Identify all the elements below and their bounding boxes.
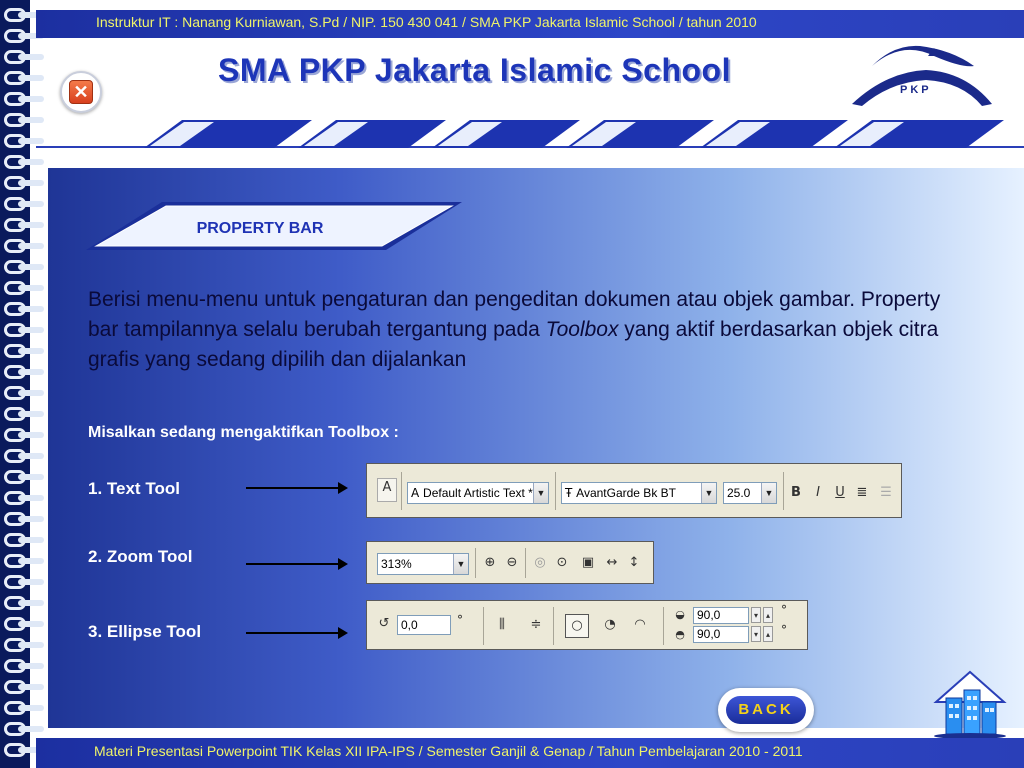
ring-tail [18,684,44,690]
ring-tail [18,516,44,522]
separator [783,472,784,510]
ring-tail [18,243,44,249]
pie-icon[interactable]: ◔ [604,617,616,632]
ring-tail [18,558,44,564]
separator [663,607,664,645]
description-text-1: Berisi menu-menu untuk pengaturan dan pengeditan dokumen atau objek gambar. Property bar tampilannya selalu berubah tergantung pada [88,288,941,341]
binding-ring [4,344,44,358]
ring-tail [18,705,44,711]
separator [555,472,556,510]
binding-ring [4,701,44,715]
arrow-icon [246,632,346,634]
binding-ring [4,302,44,316]
binding-ring [4,617,44,631]
binding-ring [4,407,44,421]
ring-tail [18,369,44,375]
ring-tail [18,432,44,438]
binding-ring [4,260,44,274]
ring-tail [18,537,44,543]
zoom-all-icon[interactable]: ⊙ [556,555,568,570]
ring-tail [18,579,44,585]
text-style-icon: A [411,486,424,500]
rotate-icon: ↺ [378,616,390,631]
building-icon [930,668,1010,740]
spinner-up-icon[interactable]: ▴ [763,626,773,642]
bottom-info-text: Materi Presentasi Powerpoint TIK Kelas XII IPA-IPS / Semester Ganjil & Genap / Tahun Pembelajaran 2010 - 2011 [94,743,803,759]
ring-tail [18,306,44,312]
top-info-bar [36,10,1024,38]
font-type-icon: Ŧ [565,486,577,500]
close-icon: ✕ [69,80,93,104]
chevron-down-icon[interactable]: ▼ [533,483,548,503]
binding-ring [4,428,44,442]
ring-tail [18,201,44,207]
binding-ring [4,197,44,211]
mirror-horizontal-icon[interactable]: ⫼ [499,617,505,632]
ring-tail [18,642,44,648]
ring-tail [18,621,44,627]
page-title: SMA PKP Jakarta Islamic School [218,52,731,88]
font-name-value: AvantGarde Bk BT [576,486,676,500]
zoom-in-icon[interactable]: ⊕ [484,555,496,570]
ring-tail [18,348,44,354]
spiral-binding [0,0,48,768]
chevron-down-icon[interactable]: ▼ [453,554,468,574]
ring-tail [18,726,44,732]
ring-tail [18,75,44,81]
ring-tail [18,285,44,291]
binding-ring [4,512,44,526]
spinner-up-icon[interactable]: ▴ [763,607,773,623]
chevron-down-icon[interactable]: ▼ [701,483,716,503]
zoom-width-icon[interactable]: ↔ [606,555,618,570]
zoom-page-icon[interactable]: ▣ [581,555,595,570]
text-frame-icon[interactable]: A [377,478,397,502]
binding-ring [4,71,44,85]
ring-tail [18,600,44,606]
section-title: PROPERTY BAR [196,220,324,237]
binding-ring [4,281,44,295]
start-angle-icon: ◒ [675,608,685,621]
arrow-icon [246,563,346,565]
bold-icon[interactable]: B [791,485,801,500]
font-size-value: 25.0 [727,486,751,500]
font-size-select[interactable] [723,482,777,504]
ring-tail [18,264,44,270]
zoom-tool-property-bar [366,541,654,584]
school-logo [842,42,1000,112]
binding-ring [4,659,44,673]
close-button[interactable] [60,71,102,113]
description-italic: Toolbox [545,318,619,341]
end-angle-input[interactable] [693,626,749,643]
description-text-2: yang aktif berdasarkan objek citra grafis yang sedang dipilih dan dijalankan [88,318,939,371]
underline-icon[interactable]: U [835,485,845,500]
binding-ring [4,155,44,169]
start-angle-unit: ° [781,603,787,617]
binding-ring [4,449,44,463]
tool-item-text: 1. Text Tool [88,479,180,498]
ellipse-tool-property-bar [366,600,808,650]
example-subtitle: Misalkan sedang mengaktifkan Toolbox : [88,424,399,441]
ring-tail [18,453,44,459]
ring-tail [18,54,44,60]
binding-ring [4,176,44,190]
section-description [88,285,968,375]
mirror-vertical-icon[interactable]: ≑ [530,617,542,632]
ellipse-icon[interactable]: ○ [565,614,589,638]
separator [401,472,402,510]
ring-tail [18,495,44,501]
binding-ring [4,680,44,694]
zoom-height-icon[interactable]: ↕ [628,555,640,570]
font-name-select[interactable] [561,482,717,504]
zoom-level-value: 313% [381,557,412,571]
ring-tail [18,474,44,480]
binding-ring [4,218,44,232]
bottom-info-bar [36,738,1024,768]
binding-ring [4,722,44,736]
text-tool-property-bar [366,463,902,518]
binding-ring [4,50,44,64]
text-style-select[interactable] [407,482,549,504]
ring-tail [18,327,44,333]
spinner-down-icon[interactable]: ▾ [751,607,761,623]
ring-tail [18,411,44,417]
binding-ring [4,554,44,568]
top-info-text: Instruktur IT : Nanang Kurniawan, S.Pd / NIP. 150 430 041 / SMA PKP Jakarta Islamic School / tahun 2010 [96,14,757,30]
separator [553,607,554,645]
binding-ring [4,596,44,610]
rotation-angle-input[interactable] [397,615,451,635]
italic-icon[interactable]: I [816,485,820,500]
binding-ring [4,323,44,337]
ring-tail [18,663,44,669]
bullet-list-icon[interactable]: ☰ [880,485,892,500]
rotation-angle-value: 0,0 [401,618,418,632]
logo-text: PKP [900,84,932,96]
binding-ring [4,365,44,379]
zoom-selected-icon[interactable]: ◎ [534,555,546,570]
end-angle-unit: ° [781,623,787,637]
back-button-label: BACK [726,696,806,724]
text-style-value: Default Artistic Text * [423,486,533,500]
end-angle-icon: ◓ [675,628,685,641]
tool-item-zoom: 2. Zoom Tool [88,547,193,566]
binding-ring [4,92,44,106]
binding-ring [4,386,44,400]
rotation-unit: ° [457,613,463,627]
separator [525,548,526,578]
zoom-out-icon[interactable]: ⊖ [506,555,518,570]
align-icon[interactable]: ≣ [856,485,868,500]
ring-tail [18,222,44,228]
decorative-stripes [36,118,1024,154]
separator [483,607,484,645]
binding-ring [4,491,44,505]
binding-ring [4,575,44,589]
separator [475,548,476,578]
binding-ring [4,638,44,652]
binding-ring [4,533,44,547]
tool-item-ellipse: 3. Ellipse Tool [88,622,202,641]
ring-tail [18,390,44,396]
chevron-down-icon[interactable]: ▼ [761,483,776,503]
binding-ring [4,239,44,253]
binding-ring [4,470,44,484]
back-button[interactable] [718,688,814,732]
ring-tail [18,96,44,102]
arc-icon[interactable]: ◠ [634,617,646,632]
arrow-icon [246,487,346,489]
zoom-level-select[interactable] [377,553,469,575]
start-angle-value: 90,0 [697,608,721,622]
start-angle-input[interactable] [693,607,749,624]
ring-tail [18,159,44,165]
spinner-down-icon[interactable]: ▾ [751,626,761,642]
end-angle-value: 90,0 [697,627,721,641]
ring-tail [18,180,44,186]
